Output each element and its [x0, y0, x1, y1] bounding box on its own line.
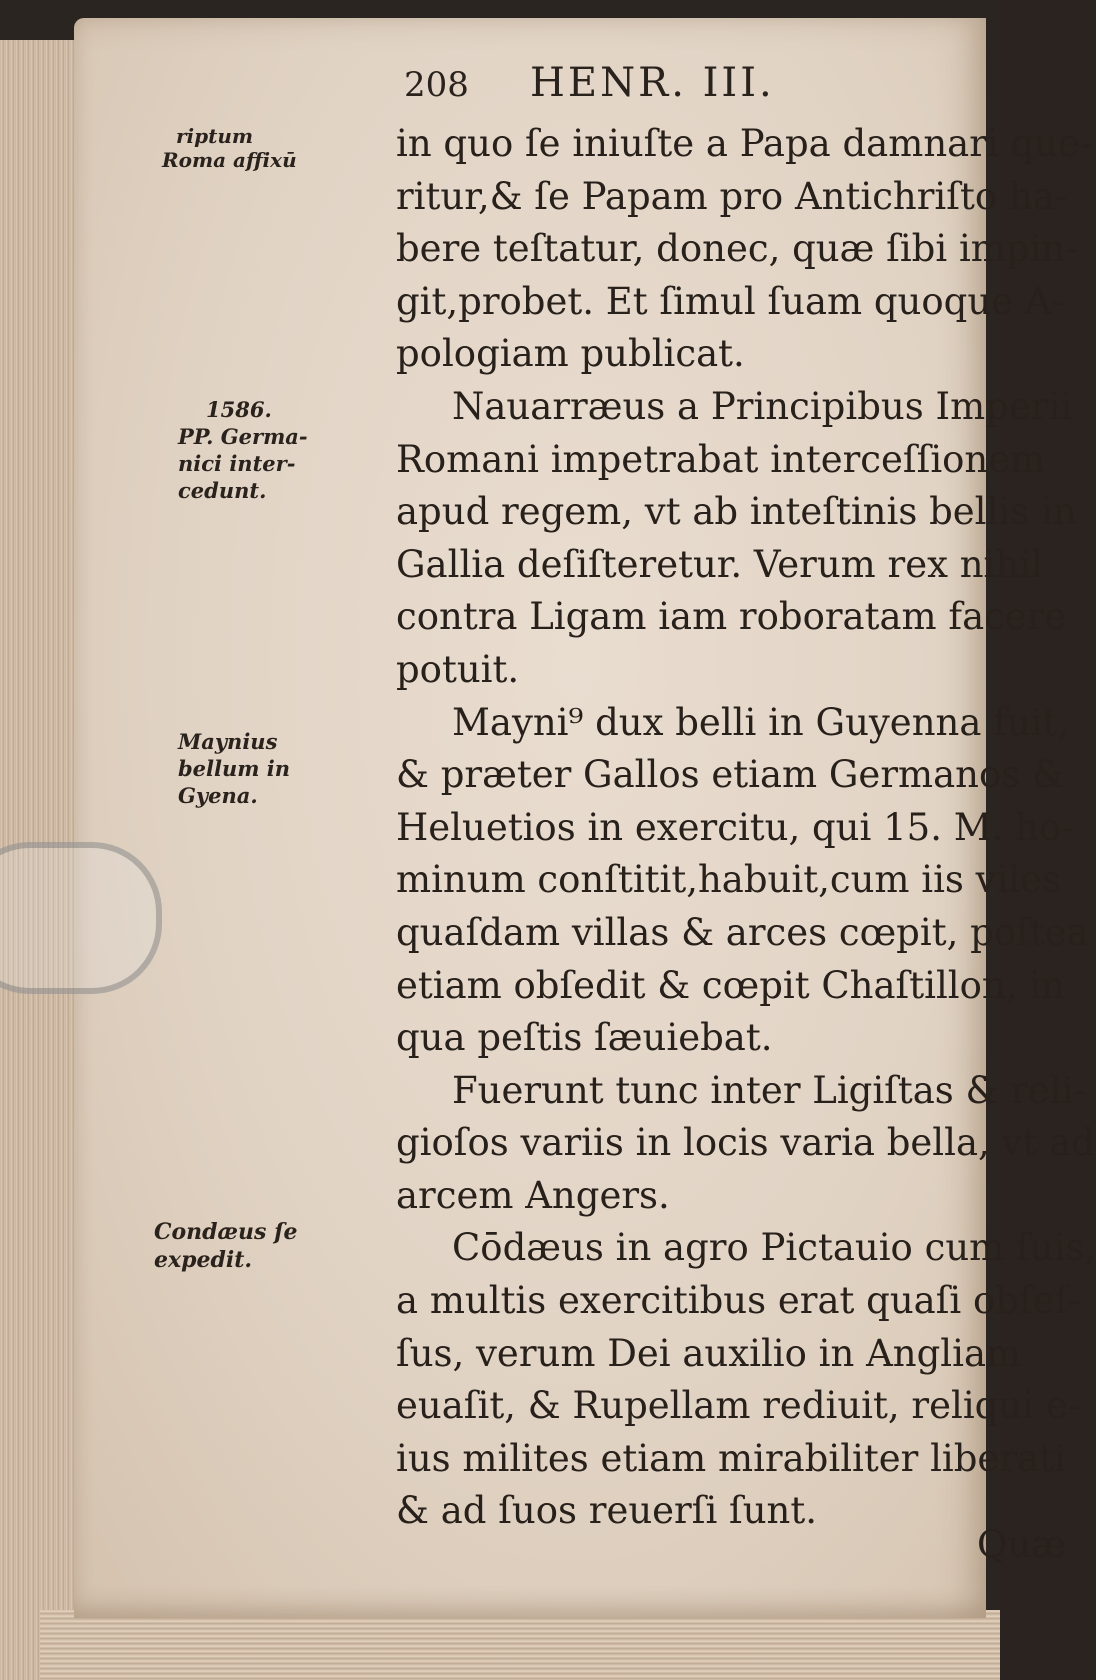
plastic-bookmark-clip — [0, 842, 162, 994]
text-line: & ad ſuos reuerſi ſunt. — [396, 1489, 818, 1533]
text-line: apud regem, vt ab inteſtinis bellis in — [396, 490, 1077, 534]
text-line: Cōdæus in agro Pictauio cum ſuis, — [452, 1226, 1096, 1270]
book-bottom-edges — [40, 1610, 1000, 1680]
margin-note-year: 1586. PP. Germa- nici inter- cedunt. — [178, 397, 308, 503]
book-page — [74, 18, 1096, 1618]
text-line: qua peſtis ſæuiebat. — [396, 1016, 773, 1060]
text-line: git,probet. Et ſimul ſuam quoque A- — [396, 279, 1065, 323]
page-number: 208 — [404, 65, 469, 105]
margin-note-riptum: riptum Roma affixū — [162, 124, 297, 172]
main-text — [396, 118, 1096, 1538]
text-line: in quo ſe iniuſte a Papa damnari que- — [396, 122, 1093, 165]
margin-note-maynius: Maynius bellum in Gyena. — [178, 729, 291, 808]
text-line: contra Ligam iam roboratam facere — [396, 595, 1067, 639]
text-line: etiam obſedit & cœpit Chaſtillon, in — [396, 963, 1065, 1007]
text-line: & præter Gallos etiam Germanos & — [396, 753, 1065, 797]
text-line: arcem Angers. — [396, 1173, 670, 1217]
text-line: quaſdam villas & arces cœpit, poſtea — [396, 910, 1089, 954]
text-line: bere teſtatur, donec, quæ ſibi impin- — [396, 227, 1078, 271]
text-line: potuit. — [396, 647, 520, 691]
text-line: ritur,& ſe Papam pro Antichriſto ha- — [396, 174, 1068, 218]
margin-note-condaeus: Condæus ſe expedit. — [154, 1219, 298, 1273]
text-line: Heluetios in exercitu, qui 15. M. ho- — [396, 805, 1074, 849]
text-line: Mayni⁹ dux belli in Guyenna fuit, — [452, 700, 1070, 744]
text-line: ius milites etiam mirabiliter liberati — [396, 1436, 1066, 1480]
text-line: Gallia deſiſteretur. Verum rex nihil — [396, 542, 1043, 586]
text-line: pologiam publicat. — [396, 332, 745, 376]
catchword: Quæ — [977, 1523, 1066, 1566]
text-line: Fuerunt tunc inter Ligiſtas & reli- — [452, 1068, 1087, 1112]
text-line: euaſit, & Rupellam rediuit, reliqui e- — [396, 1384, 1081, 1428]
text-line: a multis exercitibus erat quaſi obſeſ- — [396, 1279, 1081, 1323]
text-line: Romani impetrabat interceſſionem — [396, 437, 1046, 481]
text-line: Nauarræus a Principibus Imperii — [452, 384, 1073, 428]
text-line: gioſos variis in locis varia bella, vt ad — [396, 1121, 1095, 1165]
page-header — [404, 60, 775, 106]
text-line: minum conſtitit,habuit,cum iis viles — [396, 858, 1062, 902]
running-head: HENR. III. — [530, 60, 775, 106]
text-line: ſus, verum Dei auxilio in Angliam — [396, 1331, 1022, 1375]
